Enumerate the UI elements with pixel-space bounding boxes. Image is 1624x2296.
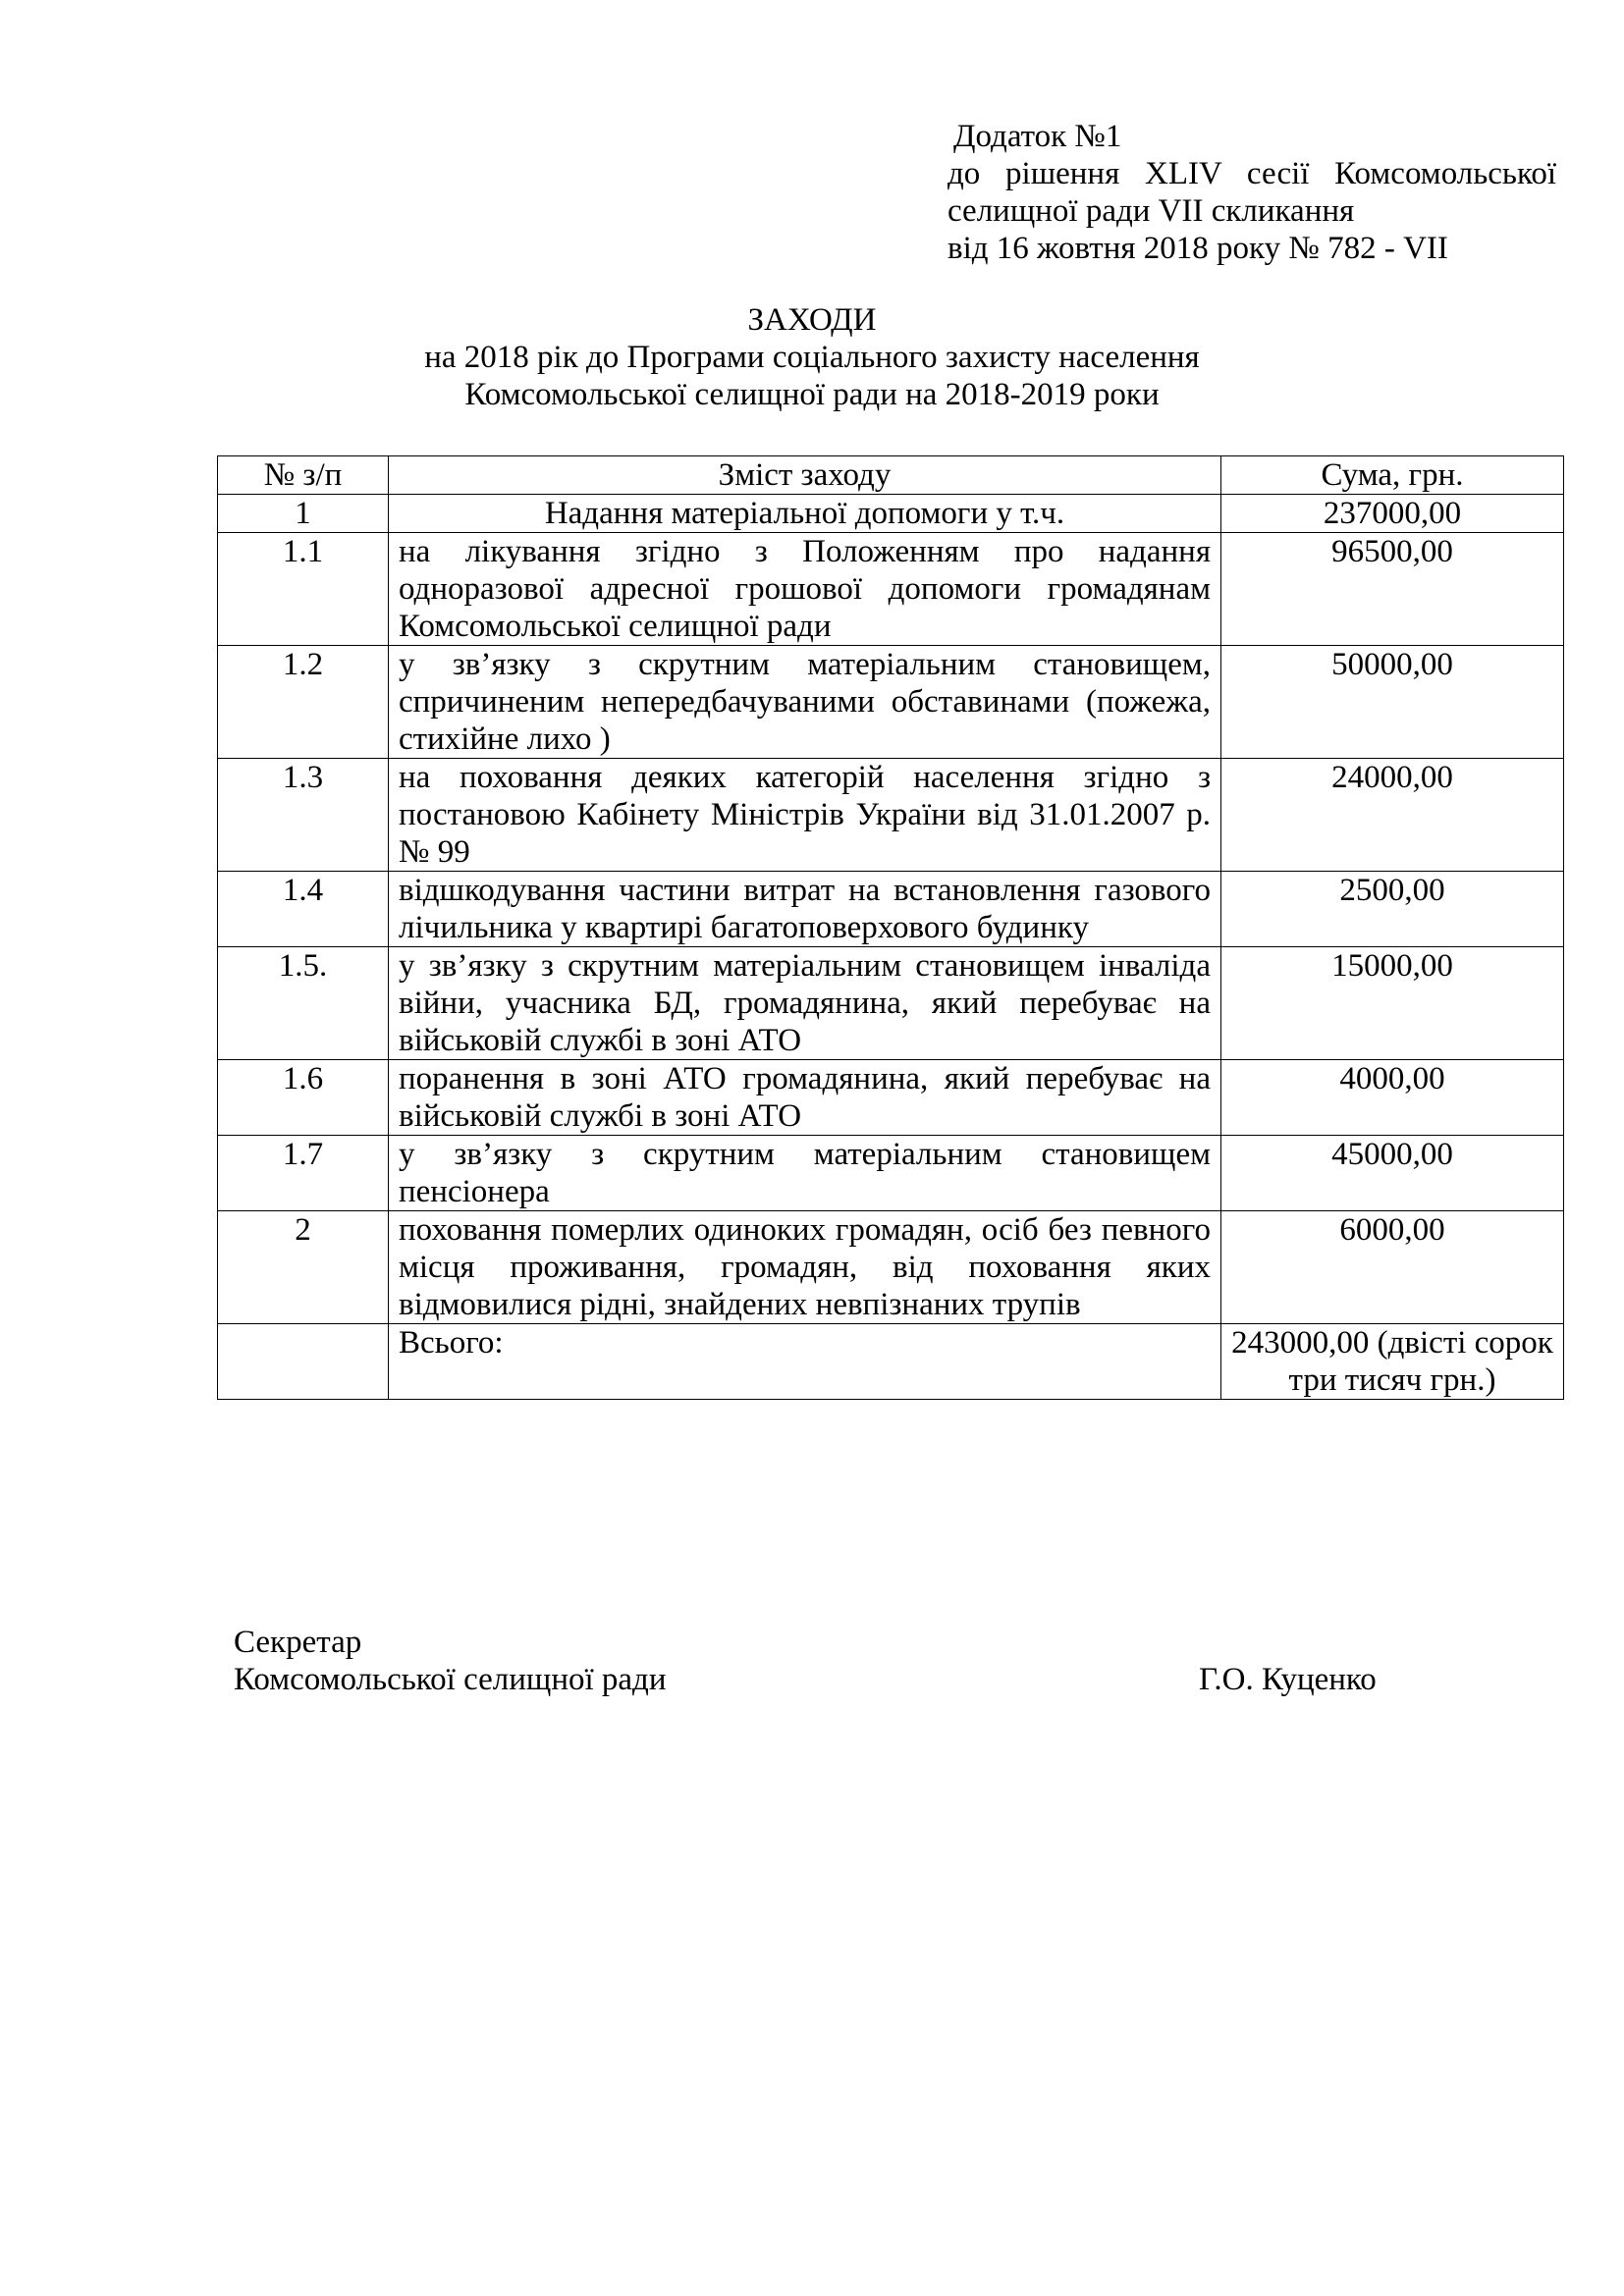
row-sum: 15000,00 [1221,947,1564,1060]
row-number: 2 [218,1211,389,1324]
row-number: 1 [218,495,389,533]
appendix-council: селищної ради VII скликання [947,193,1355,229]
row-sum: 4000,00 [1221,1060,1564,1136]
table-row [218,1136,1564,1211]
total-number-cell [218,1324,389,1400]
document-subtitle-line1: на 2018 рік до Програми соціального захисту населення [424,340,1200,375]
header-number: № з/п [218,456,389,495]
row-content: Надання матеріальної допомоги у т.ч. [389,495,1221,533]
table-row [218,1211,1564,1324]
header-content: Зміст заходу [389,456,1221,495]
appendix-date: від 16 жовтня 2018 року № 782 - VII [947,231,1448,266]
row-content: на поховання деяких категорій населення згідно з постановою Кабінету Міністрів України від 31.01.2007 р. № 99 [389,759,1221,872]
header-sum: Сума, грн. [1221,456,1564,495]
total-sum: 243000,00 (двісті сорок три тисяч грн.) [1221,1324,1564,1400]
row-number: 1.5. [218,947,389,1060]
measures-table [217,455,1564,1400]
table-row [218,1060,1564,1136]
row-sum: 50000,00 [1221,646,1564,759]
table-row [218,872,1564,947]
table-row [218,495,1564,533]
table-row [218,759,1564,872]
signature-block [234,1624,1412,1698]
signature-council-line [234,1661,1412,1698]
row-content: у зв’язку з скрутним матеріальним становищем, спричиненим непередбачуваними обставинами (пожежа, стихійне лихо ) [389,646,1221,759]
row-sum: 6000,00 [1221,1211,1564,1324]
row-sum: 237000,00 [1221,495,1564,533]
row-content: відшкодування частини витрат на встановлення газового лічильника у квартирі багатоповерхового будинку [389,872,1221,947]
row-sum: 45000,00 [1221,1136,1564,1211]
table-total-row [218,1324,1564,1400]
row-content: поховання померлих одиноких громадян, осіб без певного місця проживання, громадян, від поховання яких відмовилися рідні, знайдених невпізнаних трупів [389,1211,1221,1324]
total-label: Всього: [389,1324,1221,1400]
document-title: ЗАХОДИ [747,302,877,338]
document-subtitle-line2: Комсомольської селищної ради на 2018-2019 роки [464,377,1160,412]
appendix-block [947,118,1556,267]
table-row [218,947,1564,1060]
document-heading [0,301,1624,413]
row-content: у зв’язку з скрутним матеріальним становищем інваліда війни, учасника БД, громадянина, який перебуває на військовій службі в зоні АТО [389,947,1221,1060]
row-number: 1.4 [218,872,389,947]
table-row [218,533,1564,646]
row-content: на лікування згідно з Положенням про надання одноразової адресної грошової допомоги громадянам Комсомольської селищної ради [389,533,1221,646]
appendix-decision: до рішення XLIV сесії Комсомольської [947,156,1556,191]
row-sum: 2500,00 [1221,872,1564,947]
signature-name: Г.О. Куценко [1199,1662,1377,1697]
row-content: поранення в зоні АТО громадянина, який перебуває на військовій службі в зоні АТО [389,1060,1221,1136]
appendix-number: Додаток №1 [953,119,1122,154]
signature-council: Комсомольської селищної ради [234,1662,667,1697]
row-number: 1.1 [218,533,389,646]
table-header-row [218,456,1564,495]
signature-title: Секретар [234,1625,362,1660]
row-sum: 96500,00 [1221,533,1564,646]
row-number: 1.3 [218,759,389,872]
row-number: 1.7 [218,1136,389,1211]
row-number: 1.6 [218,1060,389,1136]
row-number: 1.2 [218,646,389,759]
table-row [218,646,1564,759]
row-content: у зв’язку з скрутним матеріальним становищем пенсіонера [389,1136,1221,1211]
row-sum: 24000,00 [1221,759,1564,872]
